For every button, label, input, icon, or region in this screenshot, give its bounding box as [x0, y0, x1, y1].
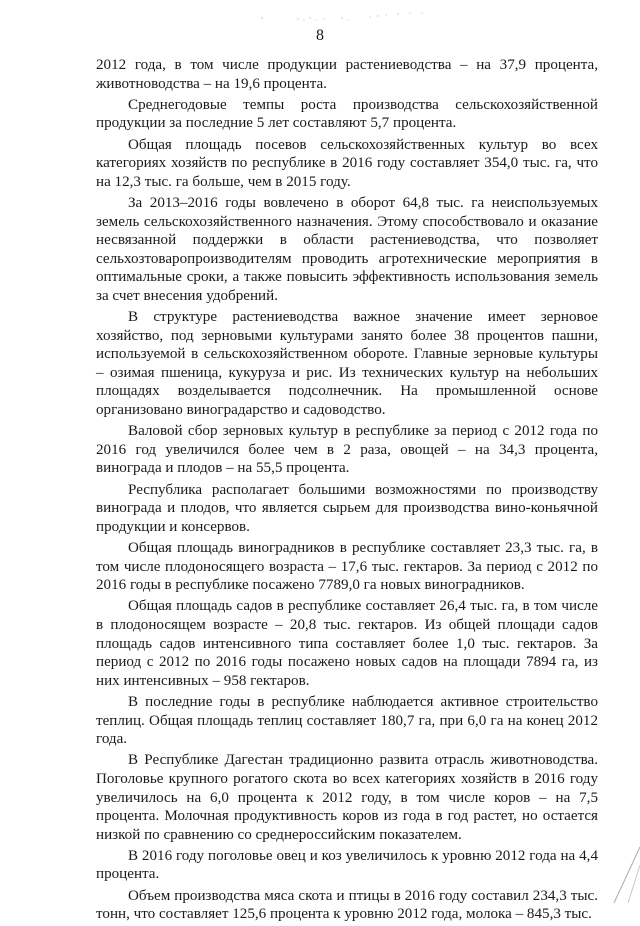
paragraph-5: В структуре растениеводства важное значение имеет зерновое хозяйство, под зерновыми культурами занято более 38 процентов пашни, используемой в сельскохозяйственном обороте. Главные зерновые культуры – озимая пшеница, кукуруза и рис. Из технических культур на небольших площадях возделывается подсолнечник. На промышленной основе организовано виноградарство и садоводство.: [96, 309, 598, 419]
page-number: 8: [316, 27, 324, 44]
paragraph-1: 2012 года, в том числе продукции растениеводства – на 37,9 процента, животноводства – на 19,6 процента.: [96, 57, 598, 92]
paragraph-6: Валовой сбор зерновых культур в республике за период с 2012 года по 2016 год увеличился более чем в 2 раза, овощей – на 34,3 процента, винограда и плодов – на 55,5 процента.: [96, 423, 598, 477]
paragraph-13: Объем производства мяса скота и птицы в 2016 году составил 234,3 тыс. тонн, что составляет 125,6 процента к уровню 2012 года, молока – 845,3 тыс.: [96, 887, 598, 923]
paragraph-9: Общая площадь садов в республике составляет 26,4 тыс. га, в том числе в плодоносящем возрасте – 20,8 тыс. гектаров. Из общей площади садов площадь садов интенсивного типа составляет более 1,0 тыс. гектаров. За период с 2012 по 2016 годы посажено новых садов на площади 7894 га, из них интенсивных – 958 гектаров.: [96, 598, 598, 689]
paragraph-12: В 2016 году поголовье овец и коз увеличилось к уровню 2012 года на 4,4 процента.: [96, 847, 598, 883]
paragraph-10: В последние годы в республике наблюдается активное строительство теплиц. Общая площадь теплиц составляет 180,7 га, при 6,0 га на конец 2012 года.: [96, 693, 598, 748]
paragraph-4: За 2013–2016 годы вовлечено в оборот 64,8 тыс. га неиспользуемых земель сельскохозяйственного назначения. Этому способствовало и оказание несвязанной поддержки в области растениеводства, что позволяет сельхозтоваропроизводителям проводить агротехнические мероприятия в оптимальные сроки, а также повысить эффективность использования земель за счет внесения удобрений.: [96, 194, 598, 304]
paragraph-11: В Республике Дагестан традиционно развита отрасль животноводства. Поголовье крупного рогатого скота во всех категориях хозяйств в 2016 году увеличилось на 6,0 процента к 2012 году, в том числе коров – на 7,5 процента. Молочная продуктивность коров из года в год растет, но остается низкой по сравнению со среднероссийским показателем.: [96, 752, 598, 843]
scan-noise-mark: [258, 10, 428, 24]
paragraph-2: Среднегодовые темпы роста производства сельскохозяйственной продукции за последние 5 лет составляют 5,7 процента.: [96, 96, 598, 132]
paragraph-8: Общая площадь виноградников в республике составляет 23,3 тыс. га, в том числе плодоносящего возраста – 17,6 тыс. гектаров. За период с 2012 по 2016 годы в республике посажено 7789,0 га новых виноградников.: [96, 540, 598, 594]
document-body: [96, 56, 598, 926]
paragraph-3: Общая площадь посевов сельскохозяйственных культур во всех категориях хозяйств по республике в 2016 году составляет 354,0 тыс. га, что на 12,3 тыс. га больше, чем в 2015 году.: [96, 136, 598, 190]
paragraph-7: Республика располагает большими возможностями по производству винограда и плодов, что является сырьем для производства вино-коньячной продукции и консервов.: [96, 481, 598, 535]
scan-corner-mark: [600, 845, 640, 905]
